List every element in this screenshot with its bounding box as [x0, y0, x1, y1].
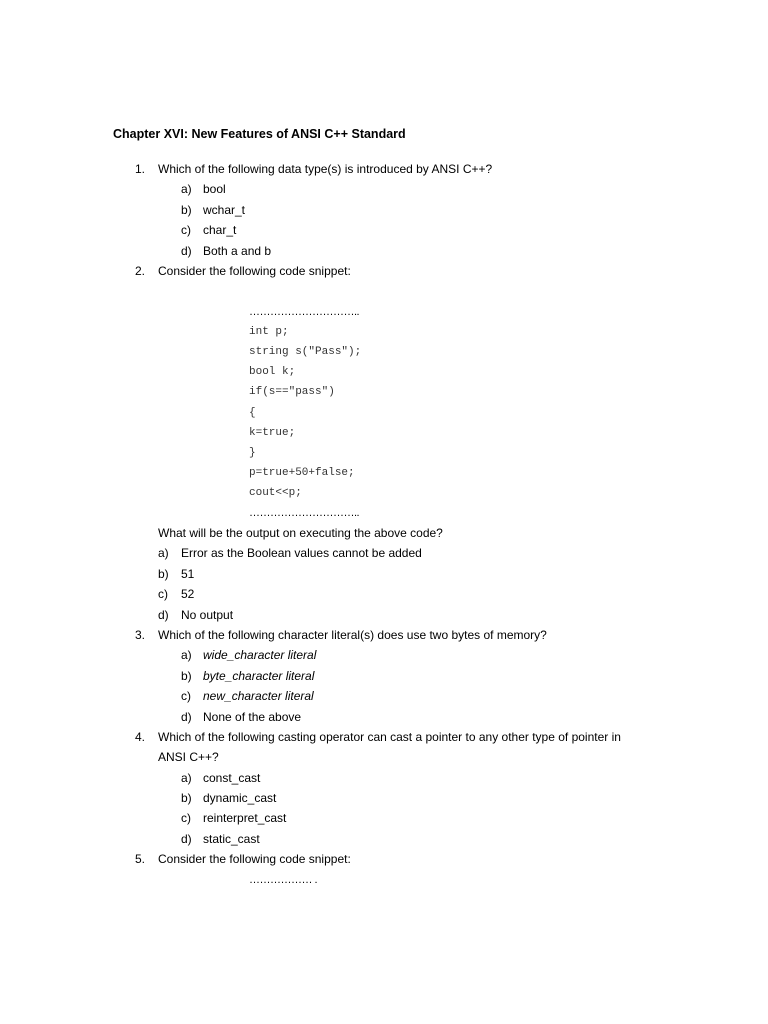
question-number: 5. — [135, 852, 146, 866]
question-number: 1. — [135, 162, 146, 176]
option-text: Both a and b — [203, 244, 272, 258]
option-letter: b) — [181, 791, 192, 805]
option-letter: b) — [181, 669, 192, 683]
option-text: Error as the Boolean values cannot be added — [181, 546, 422, 560]
code-ellipsis-open: ……………… . — [249, 874, 318, 886]
option-text: char_t — [203, 223, 237, 237]
option-text: 51 — [181, 567, 195, 581]
code-line: bool k; — [249, 366, 296, 378]
code-ellipsis-close: ………………………….. — [249, 507, 360, 519]
option-letter: b) — [181, 203, 192, 217]
option-text: wide_character literal — [203, 648, 317, 662]
option-letter: d) — [181, 244, 192, 258]
code-line: p=true+50+false; — [249, 467, 355, 479]
question-text: Which of the following casting operator can cast a pointer to any other type of pointer in — [158, 730, 621, 744]
option-letter: c) — [181, 811, 191, 825]
option-text: const_cast — [203, 771, 261, 785]
question-number: 2. — [135, 264, 146, 278]
option-letter: b) — [158, 567, 169, 581]
option-letter: c) — [181, 689, 191, 703]
question-text-continued: ANSI C++? — [158, 750, 219, 764]
chapter-title: Chapter XVI: New Features of ANSI C++ Standard — [113, 127, 406, 141]
question-text: Consider the following code snippet: — [158, 852, 351, 866]
option-text: dynamic_cast — [203, 791, 277, 805]
question-text: Which of the following data type(s) is introduced by ANSI C++? — [158, 162, 493, 176]
question-number: 4. — [135, 730, 146, 744]
code-line: k=true; — [249, 427, 296, 439]
option-letter: a) — [181, 771, 192, 785]
option-text: No output — [181, 608, 234, 622]
code-line: { — [249, 407, 256, 419]
option-text: byte_character literal — [203, 669, 315, 683]
option-letter: a) — [181, 182, 192, 196]
option-letter: a) — [181, 648, 192, 662]
code-line: int p; — [249, 326, 289, 338]
code-line: cout<<p; — [249, 487, 302, 499]
option-text: reinterpret_cast — [203, 811, 287, 825]
code-ellipsis-open: ………………………….. — [249, 306, 360, 318]
code-line: } — [249, 447, 256, 459]
option-letter: d) — [181, 832, 192, 846]
option-letter: a) — [158, 546, 169, 560]
option-text: bool — [203, 182, 226, 196]
option-text: wchar_t — [203, 203, 246, 217]
code-line: if(s=="pass") — [249, 386, 335, 398]
question-text: Consider the following code snippet: — [158, 264, 351, 278]
option-letter: c) — [158, 587, 168, 601]
option-text: static_cast — [203, 832, 260, 846]
option-text: None of the above — [203, 710, 302, 724]
option-letter: d) — [181, 710, 192, 724]
question-text: Which of the following character literal(s) does use two bytes of memory? — [158, 628, 547, 642]
question-number: 3. — [135, 628, 146, 642]
code-line: string s("Pass"); — [249, 346, 362, 358]
option-text: 52 — [181, 587, 195, 601]
option-letter: d) — [158, 608, 169, 622]
option-text: new_character literal — [203, 689, 314, 703]
followup-question: What will be the output on executing the above code? — [158, 526, 443, 540]
option-letter: c) — [181, 223, 191, 237]
